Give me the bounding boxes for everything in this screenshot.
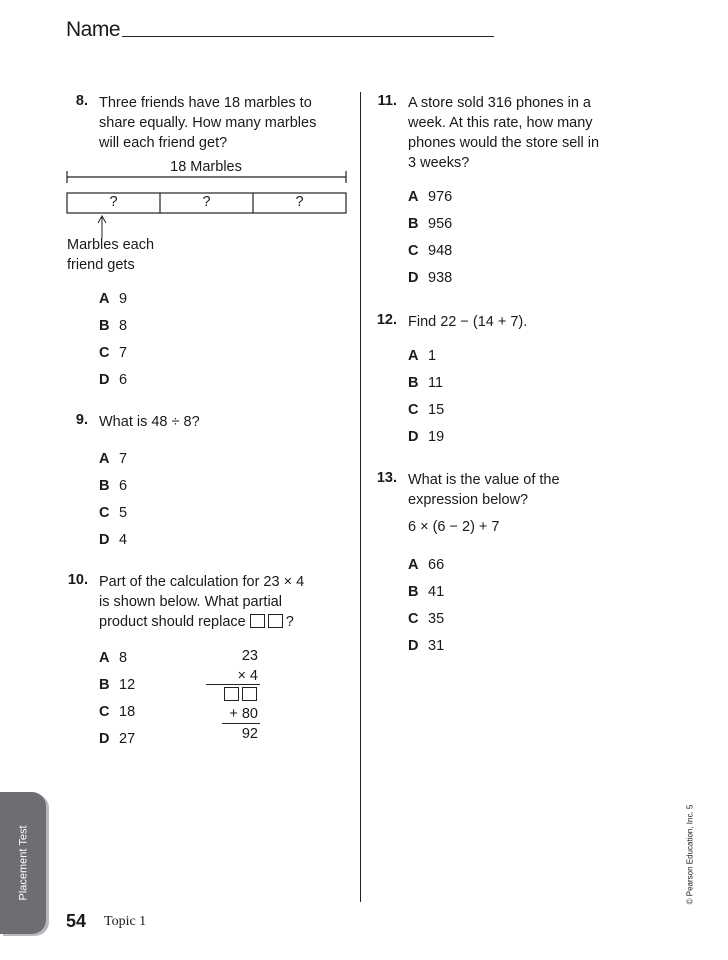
question-8-line: share equally. How many marbles xyxy=(99,115,317,131)
question-10-line: is shown below. What partial xyxy=(99,594,282,610)
option-value: 8 xyxy=(119,318,128,334)
question-9-text: What is 48 ÷ 8? xyxy=(99,414,200,430)
question-13-expression: 6 × (6 − 2) + 7 xyxy=(408,519,500,535)
q8-option-d[interactable] xyxy=(99,371,127,389)
column-divider xyxy=(360,92,361,902)
blank-box-icon xyxy=(242,687,257,701)
option-letter: D xyxy=(99,731,110,747)
question-11-line: week. At this rate, how many xyxy=(408,115,593,131)
option-value: 15 xyxy=(428,402,445,418)
page-number: 54 xyxy=(66,911,87,931)
placement-test-tab-label-wrap xyxy=(0,792,46,934)
calc-partial2: + 80 xyxy=(229,706,258,722)
option-value: 948 xyxy=(428,243,453,259)
option-value: 1 xyxy=(428,348,437,364)
option-letter: D xyxy=(408,429,419,445)
option-value: 11 xyxy=(428,375,444,391)
option-letter: D xyxy=(408,270,419,286)
option-letter: D xyxy=(99,372,110,388)
question-12-text: Find 22 − (14 + 7). xyxy=(408,314,528,330)
diagram-total-label: 18 Marbles xyxy=(170,159,242,175)
question-13-text xyxy=(408,470,560,510)
question-11-number: 11. xyxy=(377,93,397,109)
option-letter: C xyxy=(99,505,110,521)
question-9-number: 9. xyxy=(75,412,88,428)
diagram-caption-line: friend gets xyxy=(67,257,135,273)
option-value: 12 xyxy=(119,677,136,693)
option-value: 938 xyxy=(428,270,453,286)
question-11-line: A store sold 316 phones in a xyxy=(408,95,591,111)
question-10-line: Part of the calculation for 23 × 4 xyxy=(99,574,305,590)
blank-box-icon xyxy=(224,687,239,701)
option-value: 7 xyxy=(119,451,128,467)
option-letter: B xyxy=(99,318,110,334)
option-letter: A xyxy=(99,291,110,307)
option-letter: B xyxy=(408,375,419,391)
question-mark: ? xyxy=(285,614,294,630)
blank-box-icon xyxy=(250,614,265,628)
question-11-line: 3 weeks? xyxy=(408,155,470,171)
option-value: 19 xyxy=(428,429,445,445)
question-13-number: 13. xyxy=(376,470,397,486)
calc-total: 92 xyxy=(241,726,258,742)
calc-multiplier: × 4 xyxy=(237,668,258,684)
diagram-cell-3: ? xyxy=(295,194,304,210)
question-8-line: will each friend get? xyxy=(99,135,228,151)
placement-test-tab-label: Placement Test xyxy=(17,825,30,901)
option-value: 4 xyxy=(119,532,128,548)
option-value: 956 xyxy=(428,216,453,232)
option-value: 31 xyxy=(428,638,445,654)
diagram-caption xyxy=(67,235,154,275)
q10-option-c[interactable] xyxy=(99,703,135,721)
option-letter: B xyxy=(408,216,419,232)
option-letter: D xyxy=(99,532,110,548)
q12-option-c[interactable] xyxy=(408,401,444,419)
question-10-text xyxy=(99,572,304,632)
q8-option-b[interactable] xyxy=(99,317,127,335)
calc-rule xyxy=(206,684,260,685)
option-value: 27 xyxy=(119,731,136,747)
blank-box-icon xyxy=(268,614,283,628)
option-letter: A xyxy=(99,451,110,467)
q12-option-d[interactable] xyxy=(408,428,444,446)
option-value: 5 xyxy=(119,505,128,521)
option-letter: B xyxy=(408,584,419,600)
question-11-text xyxy=(408,93,599,173)
q11-option-d[interactable] xyxy=(408,269,452,287)
q8-option-c[interactable] xyxy=(99,344,127,362)
diagram-cell-2: ? xyxy=(202,194,211,210)
question-8-line: Three friends have 18 marbles to xyxy=(99,95,312,111)
option-letter: C xyxy=(408,611,419,627)
option-value: 976 xyxy=(428,189,453,205)
option-letter: A xyxy=(408,348,419,364)
diagram-caption-line: Marbles each xyxy=(67,237,155,253)
q10-option-a[interactable] xyxy=(99,649,127,667)
calc-partial-blank xyxy=(224,687,260,703)
q13-option-b[interactable] xyxy=(408,583,444,601)
q9-option-b[interactable] xyxy=(99,477,127,495)
question-10-line-text: product should replace xyxy=(99,614,246,630)
option-letter: C xyxy=(99,704,110,720)
question-8-number: 8. xyxy=(75,93,88,109)
q10-option-b[interactable] xyxy=(99,676,135,694)
q8-option-a[interactable] xyxy=(99,290,127,308)
name-label: Name xyxy=(66,18,121,41)
option-letter: A xyxy=(408,557,419,573)
q13-option-c[interactable] xyxy=(408,610,444,628)
question-13-line: expression below? xyxy=(408,492,529,508)
option-value: 6 xyxy=(119,372,128,388)
name-line[interactable] xyxy=(122,36,494,37)
q11-option-b[interactable] xyxy=(408,215,452,233)
option-value: 9 xyxy=(119,291,128,307)
diagram-cell-1: ? xyxy=(109,194,118,210)
option-letter: C xyxy=(408,243,419,259)
option-letter: D xyxy=(408,638,419,654)
option-letter: C xyxy=(408,402,419,418)
copyright-notice: © Pearson Education, Inc. 5 xyxy=(685,804,695,905)
option-value: 7 xyxy=(119,345,128,361)
option-letter: C xyxy=(99,345,110,361)
q9-option-c[interactable] xyxy=(99,504,127,522)
option-value: 66 xyxy=(428,557,445,573)
question-8-text xyxy=(99,93,316,153)
q13-option-a[interactable] xyxy=(408,556,444,574)
option-letter: A xyxy=(408,189,419,205)
q9-option-a[interactable] xyxy=(99,450,127,468)
q11-option-c[interactable] xyxy=(408,242,452,260)
question-10-line xyxy=(99,612,304,632)
q13-option-d[interactable] xyxy=(408,637,444,655)
option-value: 8 xyxy=(119,650,128,666)
q12-option-a[interactable] xyxy=(408,347,436,365)
q11-option-a[interactable] xyxy=(408,188,452,206)
option-value: 35 xyxy=(428,611,445,627)
question-10-number: 10. xyxy=(67,572,88,588)
question-12-number: 12. xyxy=(376,312,397,328)
calc-top: 23 xyxy=(241,648,258,664)
q10-option-d[interactable] xyxy=(99,730,135,748)
q12-option-b[interactable] xyxy=(408,374,443,392)
question-11-line: phones would the store sell in xyxy=(408,135,600,151)
option-value: 18 xyxy=(119,704,136,720)
question-13-line: What is the value of the xyxy=(408,472,560,488)
q9-option-d[interactable] xyxy=(99,531,127,549)
option-value: 41 xyxy=(428,584,445,600)
option-letter: B xyxy=(99,478,110,494)
calc-rule xyxy=(222,723,260,724)
option-value: 6 xyxy=(119,478,128,494)
option-letter: A xyxy=(99,650,110,666)
option-letter: B xyxy=(99,677,110,693)
topic-label: Topic 1 xyxy=(104,914,147,929)
